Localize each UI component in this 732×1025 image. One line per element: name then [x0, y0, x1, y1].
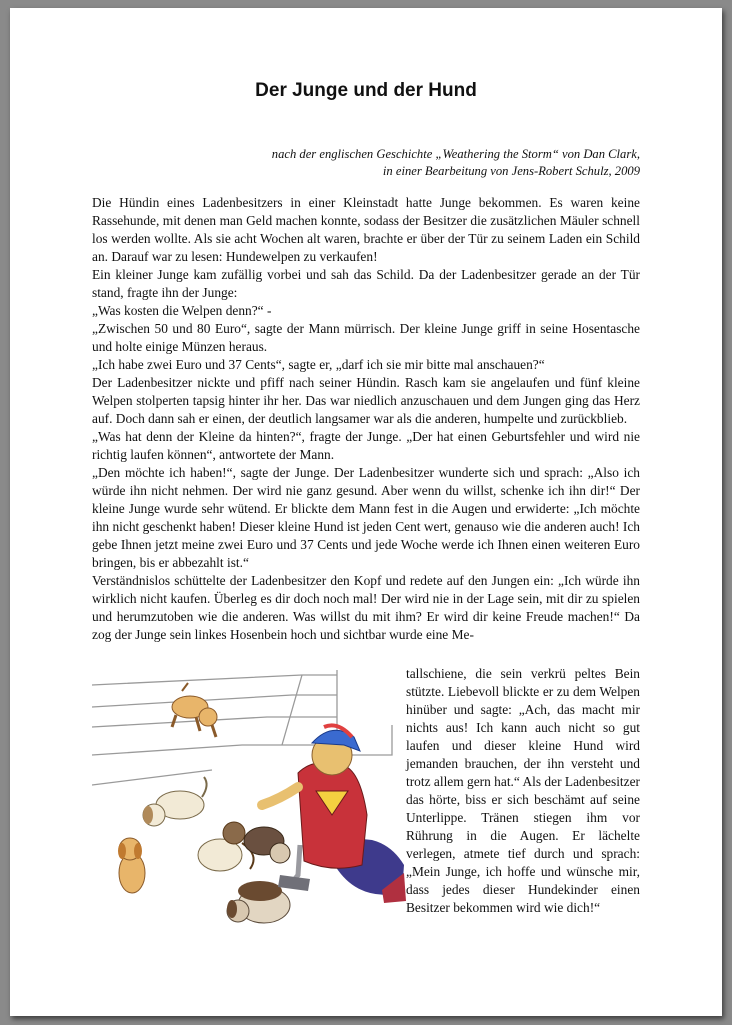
illustration-section	[92, 665, 640, 945]
paragraph-7: „Was hat denn der Kleine da hinten?“, fragte der Junge. „Der hat einen Geburtsfehler und wird nie richtig laufen können“, antwortete der Mann.	[92, 429, 640, 462]
paragraph-3: „Was kosten die Welpen denn?“ -	[92, 303, 272, 318]
side-text-column	[406, 665, 640, 917]
boy-figure-icon	[262, 725, 406, 903]
paragraph-5: „Ich habe zwei Euro und 37 Cents“, sagte er, „darf ich sie mir bitte mal anschauen?“	[92, 357, 545, 372]
subtitle-line-1: nach der englischen Geschichte „Weathering the Storm“ von Dan Clark,	[271, 147, 640, 161]
paragraph-1: Die Hündin eines Ladenbesitzers in einer Kleinstadt hatte Junge bekommen. Es waren keine Rassehunde, mit denen man Geld machen konnte, sodass der Besitzer die zusätzlichen Mäuler schnell los werden wollte. Als sie acht Wochen alt waren, brachte er über der Tür zu seinem Laden ein Schild an. Darauf war zu lesen: Hundewelpen zu verkaufen!	[92, 195, 640, 264]
paragraph-6: Der Ladenbesitzer nickte und pfiff nach seiner Hündin. Rasch kam sie angelaufen und fünf kleine Welpen stolperten tapsig hinter ihr her. Das war niedlich anzuschauen und dem Jungen ging das Herz auf. Doch dann sah er einen, der deutlich langsamer war als die anderen, humpelte und zurückblieb.	[92, 375, 640, 426]
paragraph-4: „Zwischen 50 und 80 Euro“, sagte der Mann mürrisch. Der kleine Junge griff in seine Hosentasche und holte einige Münzen heraus.	[92, 321, 640, 354]
paragraph-2: Ein kleiner Junge kam zufällig vorbei und sah das Schild. Da der Ladenbesitzer gerade an der Tür stand, fragte ihn der Junge:	[92, 267, 640, 300]
paragraph-9: Verständnislos schüttelte der Ladenbesitzer den Kopf und redete auf den Jungen ein: „Ich würde ihn wirklich nicht kaufen. Überleg es dir doch noch mal! Der wird nie in der Lage sein, mit dir zu spielen und herumzutoben wie die anderen. Was willst du mit ihm? Er wird dir keine Freude machen!“ Da zog der Junge sein linkes Hosenbein hoch und sichtbar wurde eine Me-	[92, 573, 640, 642]
boy-and-puppies-illustration	[92, 665, 410, 937]
subtitle	[272, 146, 640, 180]
subtitle-line-2: in einer Bearbeitung von Jens-Robert Schulz, 2009	[382, 164, 640, 178]
paragraph-8: „Den möchte ich haben!“, sagte der Junge. Der Ladenbesitzer wunderte sich und sprach: „Also ich würde ihn nicht nehmen. Der wird nie ganz gesund. Aber wenn du willst, schenke ich ihn dir!“ Der kleine Junge wurde sehr wütend. Er blickte dem Mann fest in die Augen und erwiderte: „Ich möchte ihn nicht geschenkt haben! Dieser kleine Hund ist jeden Cent wert, genauso wie die anderen auch! Ich gebe Ihnen jetzt meine zwei Euro und 37 Cents und jede Woche werde ich Ihnen einen weiteren Euro bringen, bis er abbezahlt ist.“	[92, 465, 640, 570]
side-paragraph: tallschiene, die sein verkrü peltes Bein stützte. Liebevoll blickte er zu dem Welpen hinüber und sagte: „Ach, das macht mir nichts aus! Ich kann auch nicht so gut laufen und dieser kleine Hund wird jemanden brauchen, der ihn versteht und trotz allem gern hat.“ Als der Ladenbesitzer das hörte, biss er sich beschämt auf seine Unterlippe. Tränen stiegen ihm vor Rührung in die Augen. Er lächelte verlegen, atmete tief durch und sprach: „Mein Junge, ich hoffe und wünsche mir, dass jedes dieser Hundekinder einen Besitzer bekommen wird wie dich!“	[406, 666, 640, 915]
story-body	[92, 194, 640, 644]
puppy-on-stairs-icon	[172, 683, 217, 737]
page-title: Der Junge und der Hund	[255, 80, 477, 101]
puppies-group-icon	[118, 777, 290, 923]
